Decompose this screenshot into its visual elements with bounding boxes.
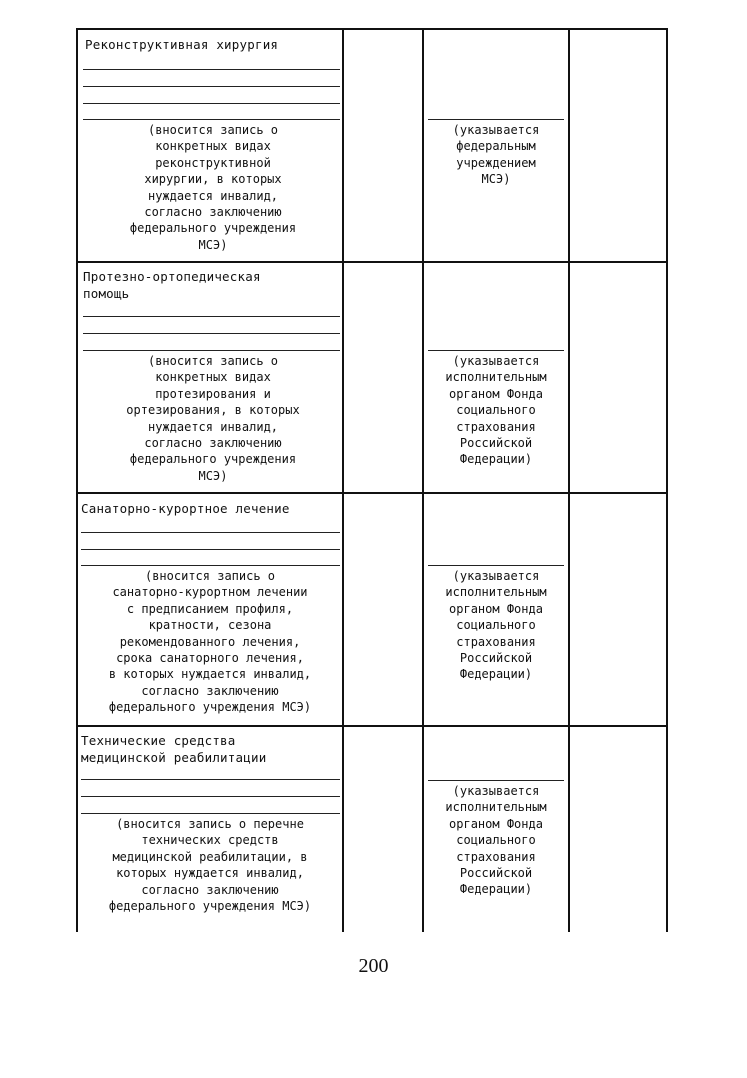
fill-line [81, 779, 340, 780]
fill-line [428, 565, 564, 566]
fill-line [83, 69, 340, 70]
fill-line [81, 813, 340, 814]
fill-line [81, 565, 340, 566]
section-title-reconstructive-surgery: Реконструктивная хирургия [85, 37, 279, 52]
column-divider-1 [342, 28, 344, 932]
column-divider-3 [568, 28, 570, 932]
fill-line [83, 350, 340, 351]
fill-line [81, 549, 340, 550]
row-divider-3 [76, 725, 668, 727]
fill-line [428, 780, 564, 781]
fill-line [83, 119, 340, 120]
note-sanatorium-treatment: (вносится запись о санаторно-курортном лечении с предписанием профиля, кратности, сезона рекомендованного лечения, срока санаторного лечения, в которых нуждается инвалид, согласно заключению федерального учреждения МСЭ) [108, 569, 312, 715]
table-border-right [666, 28, 668, 932]
executor-note-reconstructive-surgery: (указывается федеральным учреждением МСЭ) [452, 123, 540, 187]
fill-line [428, 350, 564, 351]
executor-note-prosthetic-orthopedic-help: (указывается исполнительным органом Фонда социального страхования Российской Федерации) [445, 354, 547, 467]
fill-line [83, 333, 340, 334]
note-technical-means: (вносится запись о перечне технических средств медицинской реабилитации, в которых нуждается инвалид, согласно заключению федерального учреждения МСЭ) [108, 817, 312, 914]
executor-note-sanatorium-treatment: (указывается исполнительным органом Фонда социального страхования Российской Федерации) [445, 569, 547, 682]
section-title-prosthetic-orthopedic-help: Протезно-ортопедическая помощь [83, 269, 261, 301]
section-title-sanatorium-treatment: Санаторно-курортное лечение [81, 501, 290, 516]
page-number: 200 [358, 955, 389, 977]
fill-line [428, 119, 564, 120]
table-border-top [76, 28, 668, 30]
rehabilitation-table [76, 28, 668, 932]
fill-line [81, 796, 340, 797]
row-divider-1 [76, 261, 668, 263]
section-title-technical-means: Технические средства медицинской реабилитации [81, 733, 267, 765]
note-reconstructive-surgery: (вносится запись о конкретных видах реконструктивной хирургии, в которых нуждается инвалид, согласно заключению федерального учреждения МСЭ) [129, 123, 297, 252]
fill-line [83, 103, 340, 104]
fill-line [83, 316, 340, 317]
fill-line [83, 86, 340, 87]
table-border-left [76, 28, 78, 932]
executor-note-technical-means: (указывается исполнительным органом Фонда социального страхования Российской Федерации) [445, 784, 547, 897]
fill-line [81, 532, 340, 533]
note-prosthetic-orthopedic-help: (вносится запись о конкретных видах протезирования и ортезирования, в которых нуждается инвалид, согласно заключению федерального учреждения МСЭ) [126, 354, 300, 483]
row-divider-2 [76, 492, 668, 494]
